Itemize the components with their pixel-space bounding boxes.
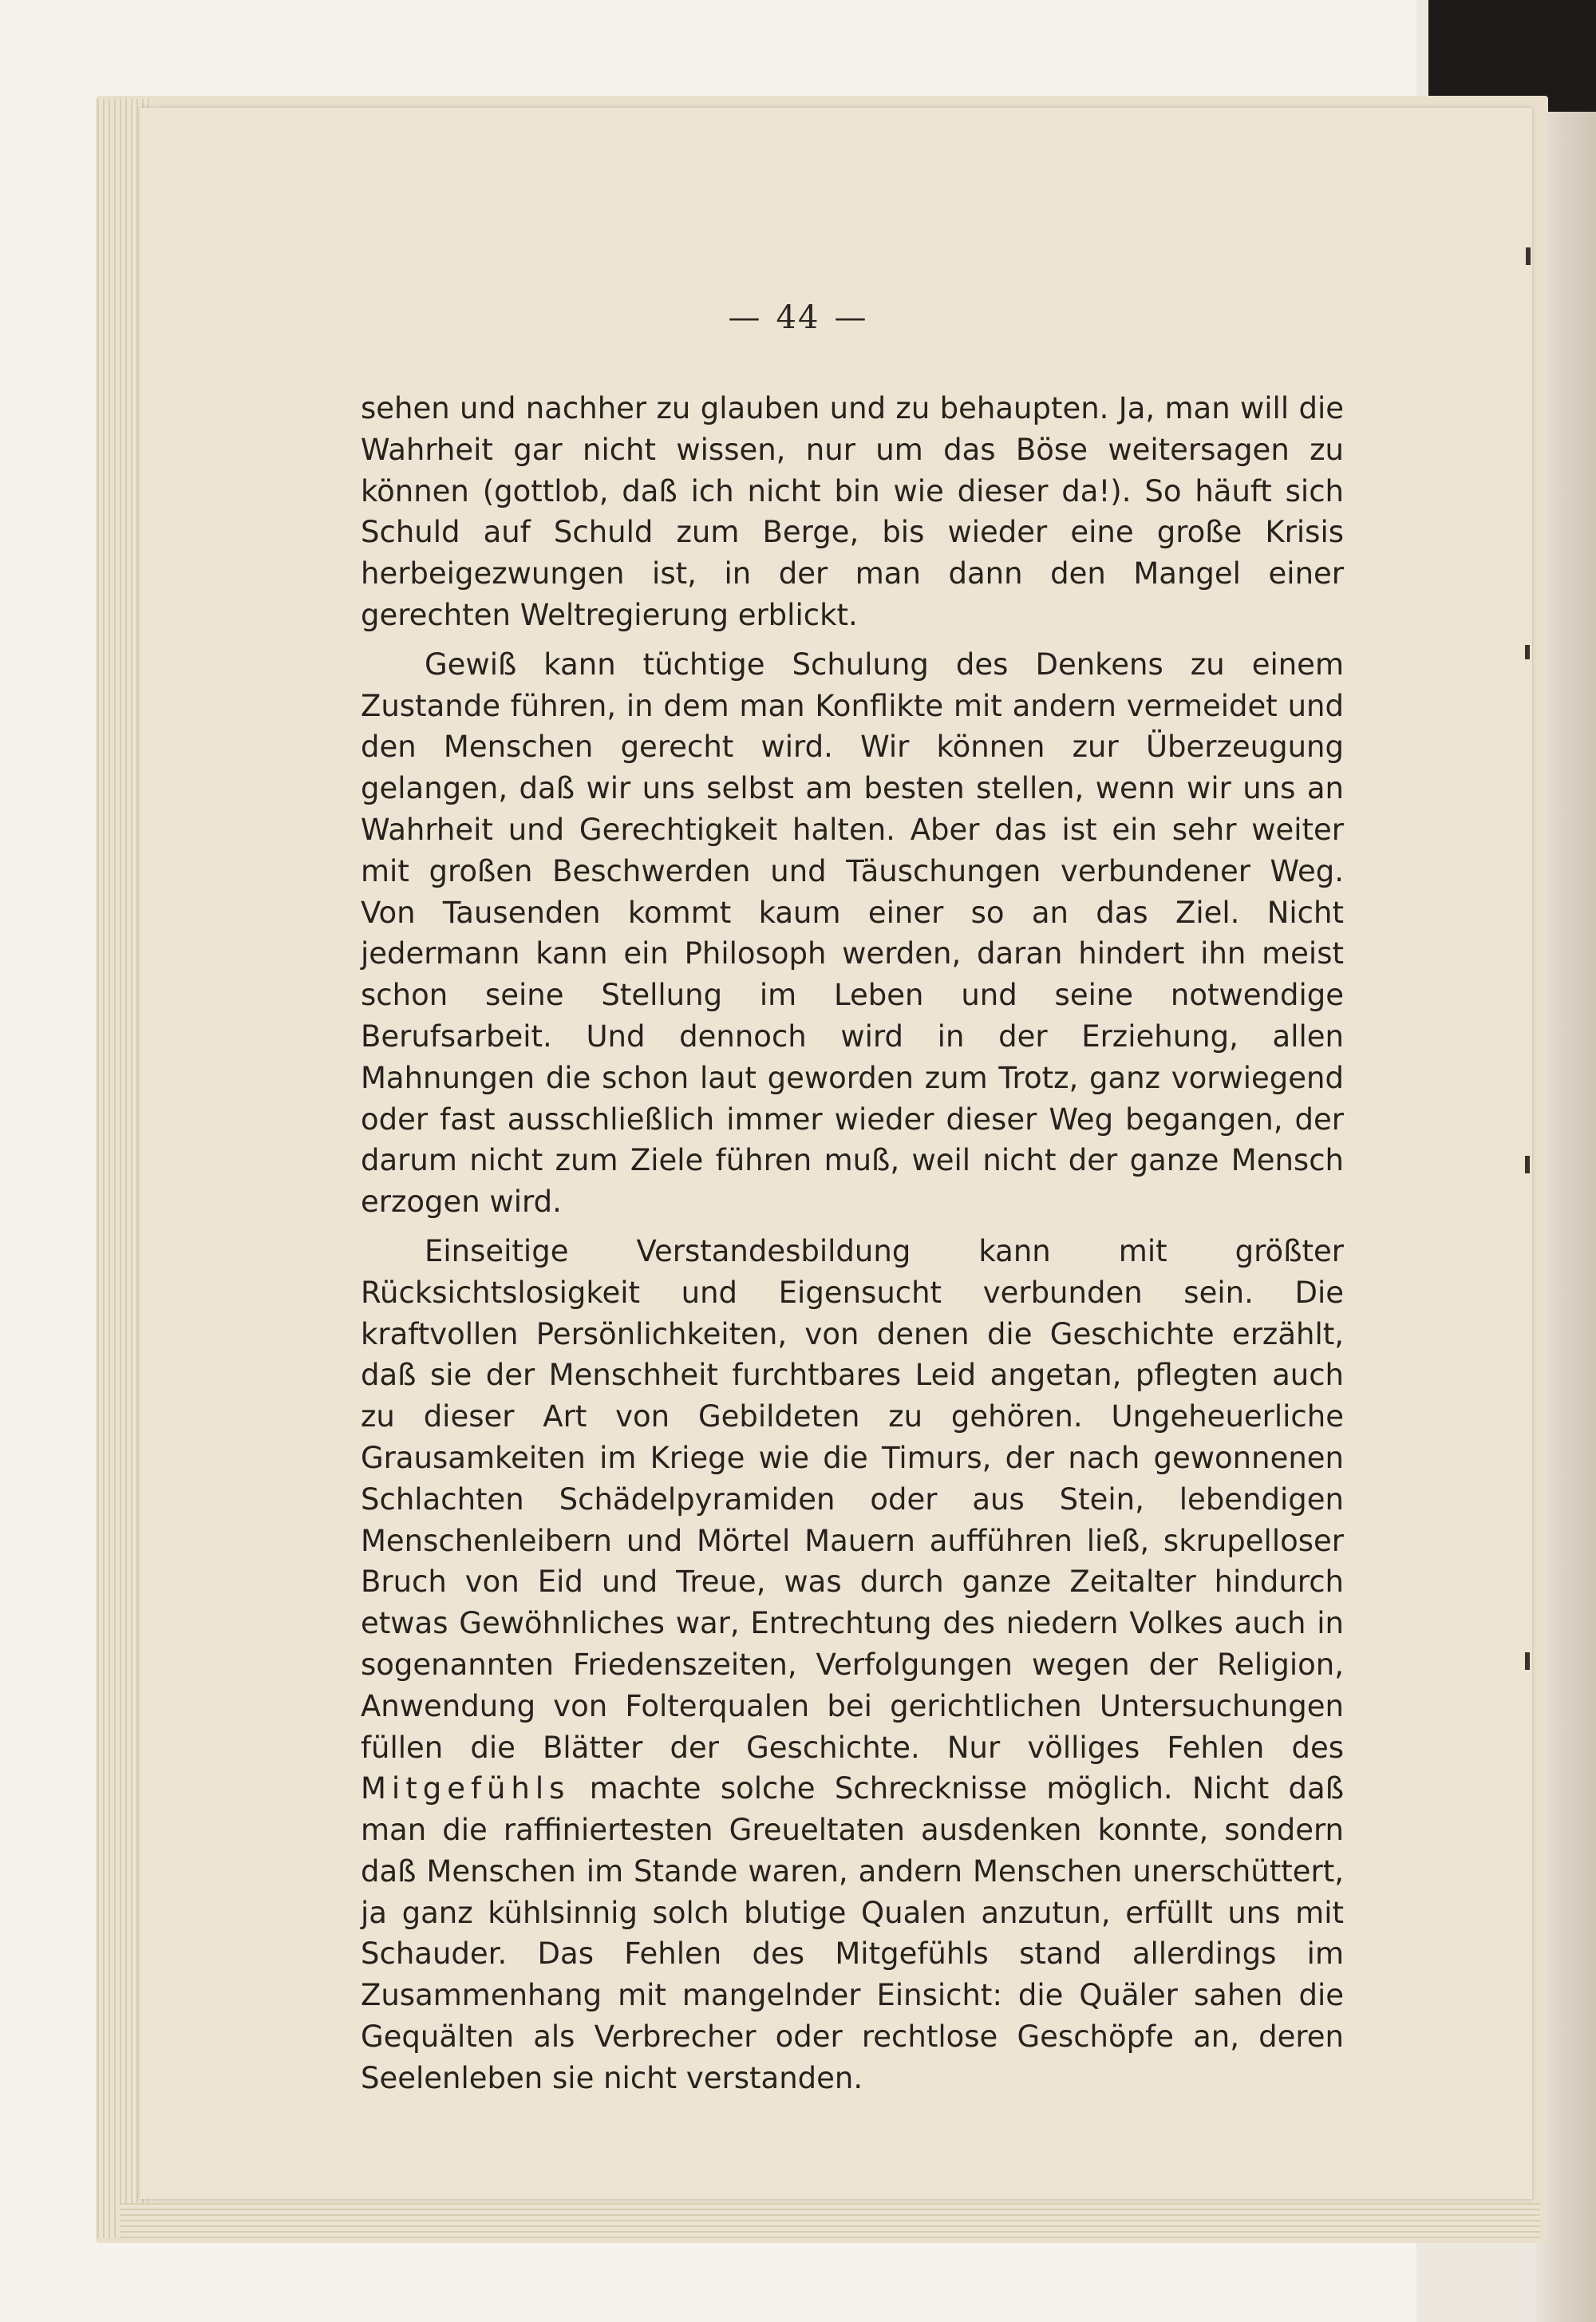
paragraph-text: machte solche Schrecknisse möglich. Nicht daß man die raffiniertesten Greueltaten ausdenken konnte, sondern daß Menschen im Stande waren, andern Menschen unerschüttert, ja ganz kühlsinnig solch blutige Qualen anzutun, erfüllt uns mit Schauder. Das Fehlen des Mitgefühls stand allerdings im Zusammenhang mit mangelnder Einsicht: die Quäler sahen die Gequälten als Verbrecher oder rechtlose Geschöpfe an, deren Seelenleben sie nicht verstanden. [361,1771,1344,2095]
edge-mark [1525,1156,1530,1173]
edge-mark [1526,247,1531,265]
edge-mark [1525,645,1530,659]
paragraph [361,644,1344,1223]
binding-dark-top [1428,0,1596,112]
page-number-dash-right: — [834,299,868,336]
paragraph-text: sehen und nachher zu glauben und zu behaupten. Ja, man will die Wahrheit gar nicht wissen, nur um das Böse weitersagen zu können (gottlob, daß ich nicht bin wie dieser da!). So häuft sich Schuld auf Schuld zum Berge, bis wieder eine große Krisis herbeigezwungen ist, in der man dann den Mangel einer gerechten Weltregierung erblickt. [361,391,1344,632]
paragraph [361,1231,1344,2099]
page-number-value: 44 [776,299,820,336]
edge-mark [1525,1652,1530,1670]
paragraph-text: Einseitige Verstandesbildung kann mit größter Rücksichtslosigkeit und Eigensucht verbunden sein. Die kraftvollen Persönlichkeiten, von denen die Geschichte erzählt, daß sie der Menschheit furchtbares Leid angetan, pflegten auch zu dieser Art von Gebildeten zu gehören. Ungeheuerliche Grausamkeiten im Kriege wie die Timurs, der nach gewonnenen Schlachten Schädelpyramiden oder aus Stein, lebendigen Menschenleibern und Mörtel Mauern aufführen ließ, skrupelloser Bruch von Eid und Treue, was durch ganze Zeitalter hindurch etwas Gewöhnliches war, Entrechtung des niedern Volkes auch in sogenannten Friedenszeiten, Verfolgungen wegen der Religion, Anwendung von Folterqualen bei gerichtlichen Untersuchungen füllen die Blätter der Geschichte. Nur völliges Fehlen des [361,1233,1344,1765]
paragraph [361,388,1344,636]
paragraph-text: Gewiß kann tüchtige Schulung des Denkens zu einem Zustande führen, in dem man Konflikte mit andern vermeidet und den Menschen gerecht wird. Wir können zur Überzeugung gelangen, daß wir uns selbst am besten stellen, wenn wir uns an Wahrheit und Gerechtigkeit halten. Aber das ist ein sehr weiter mit großen Beschwerden und Täuschungen verbundener Weg. Von Tausenden kommt kaum einer so an das Ziel. Nicht jedermann kann ein Philosoph werden, daran hindert ihn meist schon seine Stellung im Leben und seine notwendige Berufsarbeit. Und dennoch wird in der Erziehung, allen Mahnungen die schon laut geworden zum Trotz, ganz vorwiegend oder fast ausschließlich immer wieder dieser Weg begangen, der darum nicht zum Ziele führen muß, weil nicht der ganze Mensch erzogen wird. [361,647,1344,1220]
page-number [0,299,1596,336]
page-number-dash-left: — [728,299,762,336]
emphasized-word: Mitgefühls [361,1771,571,1806]
body-text [361,388,1344,2107]
page-edge-bottom [120,2203,1540,2239]
